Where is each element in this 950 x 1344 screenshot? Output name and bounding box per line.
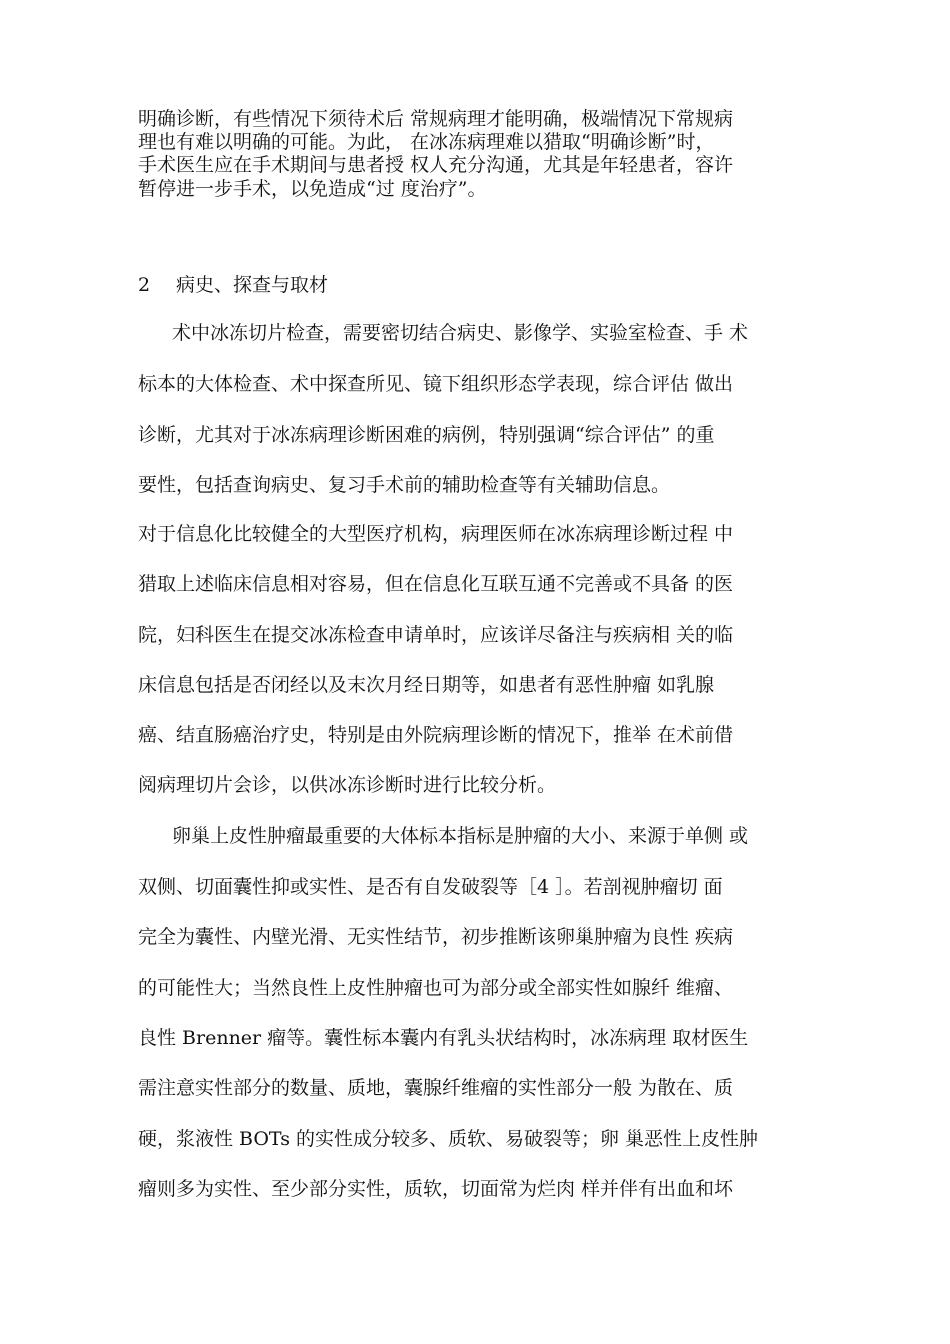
- paragraph-line: 卵巢上皮性肿瘤最重要的大体标本指标是肿瘤的大小、来源于单侧 或: [172, 825, 749, 847]
- paragraph-line: 标本的大体检查、术中探查所见、镜下组织形态学表现，综合评估 做出: [138, 373, 734, 395]
- intro-line: 理也有难以明确的可能。为此， 在冰冻病理难以猎取“明确诊断”时，: [138, 131, 715, 153]
- section-title: 病史、探查与取材: [176, 274, 329, 296]
- paragraph-line: 院，妇科医生在提交冰冻检查申请单时，应该详尽备注与疾病相 关的临: [138, 624, 734, 646]
- paragraph-line: 双侧、切面囊性抑或实性、是否有自发破裂等［4 ］。若剖视肿瘤切 面: [138, 876, 723, 898]
- paragraph-line: 硬，浆液性 BOTs 的实性成分较多、质软、易破裂等；卵 巢恶性上皮性肿: [138, 1128, 759, 1150]
- paragraph-line: 良性 Brenner 瘤等。囊性标本囊内有乳头状结构时，冰冻病理 取材医生: [138, 1027, 749, 1049]
- paragraph-line: 需注意实性部分的数量、质地，囊腺纤维瘤的实性部分一般 为散在、质: [138, 1077, 734, 1099]
- paragraph-line: 床信息包括是否闭经以及末次月经日期等，如患者有恶性肿瘤 如乳腺: [138, 674, 715, 696]
- paragraph-line: 瘤则多为实性、至少部分实性，质软，切面常为烂肉 样并伴有出血和坏: [138, 1178, 734, 1200]
- paragraph-line: 的可能性大；当然良性上皮性肿瘤也可为部分或全部实性如腺纤 维瘤、: [138, 977, 734, 999]
- paragraph-line: 猎取上述临床信息相对容易，但在信息化互联互通不完善或不具备 的医: [138, 573, 734, 595]
- paragraph-line: 术中冰冻切片检查，需要密切结合病史、影像学、实验室检查、手 术: [172, 322, 749, 344]
- intro-line: 暂停进一步手术，以免造成“过 度治疗”。: [138, 178, 487, 200]
- paragraph-line: 癌、结直肠癌治疗史，特别是由外院病理诊断的情况下，推举 在术前借: [138, 724, 734, 746]
- paragraph-line: 诊断，尤其对于冰冻病理诊断困难的病例，特别强调“综合评估” 的重: [138, 424, 715, 446]
- paragraph-line: 要性，包括查询病史、复习手术前的辅助检查等有关辅助信息。: [138, 474, 671, 496]
- section-number: 2: [138, 274, 151, 296]
- intro-line: 明确诊断，有些情况下须待术后 常规病理才能明确，极端情况下常规病: [138, 108, 734, 130]
- paragraph-line: 完全为囊性、内壁光滑、无实性结节，初步推断该卵巢肿瘤为良性 疾病: [138, 926, 734, 948]
- intro-line: 手术医生应在手术期间与患者授 权人充分沟通，尤其是年轻患者，容许: [138, 154, 734, 176]
- paragraph-line: 阅病理切片会诊，以供冰冻诊断时进行比较分析。: [138, 774, 557, 796]
- section-heading: [138, 274, 328, 296]
- paragraph-line: 对于信息化比较健全的大型医疗机构，病理医师在冰冻病理诊断过程 中: [138, 523, 734, 545]
